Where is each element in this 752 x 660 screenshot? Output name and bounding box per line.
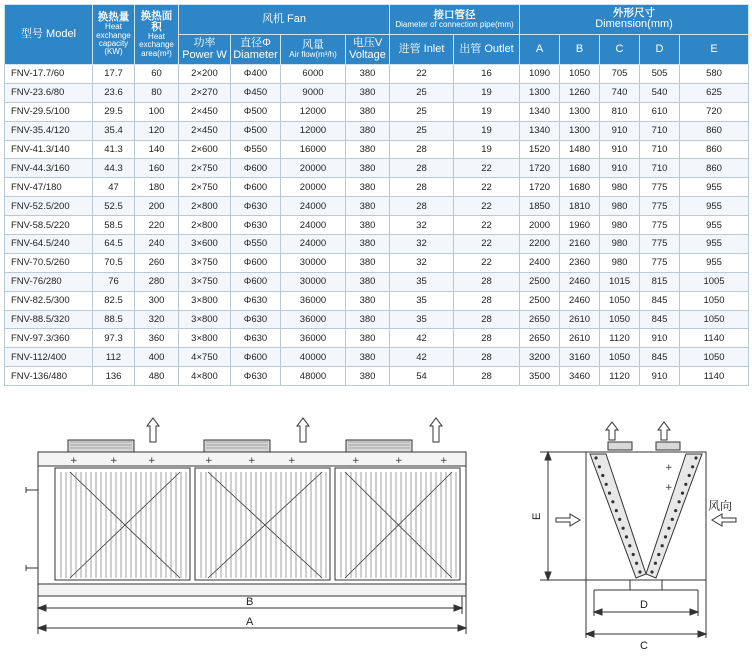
value-cell: 2200 bbox=[520, 235, 560, 254]
value-cell: 1680 bbox=[560, 178, 600, 197]
specification-table bbox=[4, 4, 749, 386]
value-cell: 2×800 bbox=[179, 197, 231, 216]
value-cell: 380 bbox=[346, 329, 390, 348]
table-row bbox=[5, 253, 749, 272]
value-cell: 54 bbox=[390, 367, 454, 386]
value-cell: 3500 bbox=[520, 367, 560, 386]
label-b: B bbox=[246, 596, 254, 608]
value-cell: Φ600 bbox=[231, 272, 281, 291]
value-cell: 380 bbox=[346, 178, 390, 197]
table-row bbox=[5, 310, 749, 329]
value-cell: 1810 bbox=[560, 197, 600, 216]
value-cell: 2460 bbox=[560, 272, 600, 291]
value-cell: 1300 bbox=[560, 121, 600, 140]
value-cell: 70.5 bbox=[93, 253, 135, 272]
svg-text:+: + bbox=[148, 456, 156, 466]
value-cell: 380 bbox=[346, 253, 390, 272]
value-cell: 20000 bbox=[281, 178, 346, 197]
svg-text:+: + bbox=[395, 456, 403, 466]
value-cell: 41.3 bbox=[93, 140, 135, 159]
svg-text:+: + bbox=[352, 456, 360, 466]
value-cell: 860 bbox=[680, 159, 749, 178]
value-cell: 6000 bbox=[281, 65, 346, 84]
table-row bbox=[5, 367, 749, 386]
value-cell: 160 bbox=[135, 159, 179, 178]
value-cell: Φ550 bbox=[231, 140, 281, 159]
value-cell: 52.5 bbox=[93, 197, 135, 216]
svg-text:+: + bbox=[665, 463, 673, 473]
value-cell: Φ600 bbox=[231, 348, 281, 367]
value-cell: 58.5 bbox=[93, 216, 135, 235]
value-cell: 380 bbox=[346, 348, 390, 367]
value-cell: 32 bbox=[390, 235, 454, 254]
value-cell: 3×750 bbox=[179, 272, 231, 291]
header-airflow: 风量 Air flow(m³/h) bbox=[281, 35, 346, 65]
value-cell: 19 bbox=[454, 83, 520, 102]
value-cell: 40000 bbox=[281, 348, 346, 367]
value-cell: 47 bbox=[93, 178, 135, 197]
value-cell: 3160 bbox=[560, 348, 600, 367]
value-cell: 910 bbox=[600, 159, 640, 178]
value-cell: 12000 bbox=[281, 102, 346, 121]
value-cell: 955 bbox=[680, 253, 749, 272]
value-cell: Φ450 bbox=[231, 83, 281, 102]
value-cell: 980 bbox=[600, 197, 640, 216]
table-row bbox=[5, 65, 749, 84]
value-cell: 17.7 bbox=[93, 65, 135, 84]
value-cell: 30000 bbox=[281, 253, 346, 272]
value-cell: 1050 bbox=[560, 65, 600, 84]
value-cell: 1050 bbox=[680, 348, 749, 367]
table-row bbox=[5, 121, 749, 140]
value-cell: 910 bbox=[600, 140, 640, 159]
value-cell: 9000 bbox=[281, 83, 346, 102]
value-cell: 3×800 bbox=[179, 329, 231, 348]
value-cell: 775 bbox=[640, 216, 680, 235]
header-dim-a: A bbox=[520, 35, 560, 65]
value-cell: 35.4 bbox=[93, 121, 135, 140]
value-cell: 380 bbox=[346, 121, 390, 140]
model-cell: FNV-58.5/220 bbox=[5, 216, 93, 235]
value-cell: 28 bbox=[390, 140, 454, 159]
value-cell: 30000 bbox=[281, 272, 346, 291]
value-cell: 44.3 bbox=[93, 159, 135, 178]
value-cell: 100 bbox=[135, 102, 179, 121]
value-cell: 980 bbox=[600, 216, 640, 235]
model-cell: FNV-136/480 bbox=[5, 367, 93, 386]
header-area: 换热面积 Heat exchange area(m²) bbox=[135, 5, 179, 65]
value-cell: 2500 bbox=[520, 291, 560, 310]
value-cell: 380 bbox=[346, 291, 390, 310]
value-cell: 400 bbox=[135, 348, 179, 367]
value-cell: 980 bbox=[600, 178, 640, 197]
label-d: D bbox=[640, 599, 648, 611]
value-cell: 19 bbox=[454, 102, 520, 121]
value-cell: 280 bbox=[135, 272, 179, 291]
value-cell: 720 bbox=[680, 102, 749, 121]
value-cell: 2610 bbox=[560, 310, 600, 329]
value-cell: 180 bbox=[135, 178, 179, 197]
table-body bbox=[5, 65, 749, 386]
value-cell: 845 bbox=[640, 348, 680, 367]
value-cell: 1340 bbox=[520, 121, 560, 140]
value-cell: Φ600 bbox=[231, 178, 281, 197]
svg-text:+: + bbox=[440, 456, 448, 466]
value-cell: 2000 bbox=[520, 216, 560, 235]
value-cell: 1850 bbox=[520, 197, 560, 216]
value-cell: 19 bbox=[454, 140, 520, 159]
value-cell: 775 bbox=[640, 253, 680, 272]
value-cell: 2×750 bbox=[179, 159, 231, 178]
header-outlet: 出管 Outlet bbox=[454, 35, 520, 65]
header-pipe: 接口管径 Diameter of connection pipe(mm) bbox=[390, 5, 520, 35]
table-row bbox=[5, 235, 749, 254]
model-cell: FNV-23.6/80 bbox=[5, 83, 93, 102]
header-dim-b: B bbox=[560, 35, 600, 65]
value-cell: 4×750 bbox=[179, 348, 231, 367]
value-cell: 76 bbox=[93, 272, 135, 291]
value-cell: 705 bbox=[600, 65, 640, 84]
value-cell: 2500 bbox=[520, 272, 560, 291]
technical-drawings bbox=[0, 402, 752, 660]
value-cell: 910 bbox=[600, 121, 640, 140]
value-cell: 1050 bbox=[600, 291, 640, 310]
value-cell: 28 bbox=[454, 367, 520, 386]
value-cell: 97.3 bbox=[93, 329, 135, 348]
value-cell: 320 bbox=[135, 310, 179, 329]
value-cell: Φ550 bbox=[231, 235, 281, 254]
value-cell: 80 bbox=[135, 83, 179, 102]
value-cell: 64.5 bbox=[93, 235, 135, 254]
value-cell: Φ500 bbox=[231, 102, 281, 121]
value-cell: 2×750 bbox=[179, 178, 231, 197]
value-cell: 955 bbox=[680, 235, 749, 254]
value-cell: 28 bbox=[454, 348, 520, 367]
value-cell: 380 bbox=[346, 272, 390, 291]
value-cell: 3×600 bbox=[179, 235, 231, 254]
value-cell: 980 bbox=[600, 253, 640, 272]
value-cell: Φ400 bbox=[231, 65, 281, 84]
model-cell: FNV-29.5/100 bbox=[5, 102, 93, 121]
value-cell: 16000 bbox=[281, 140, 346, 159]
model-cell: FNV-52.5/200 bbox=[5, 197, 93, 216]
value-cell: 380 bbox=[346, 310, 390, 329]
header-diameter: 直径Φ Diameter bbox=[231, 35, 281, 65]
value-cell: 910 bbox=[640, 367, 680, 386]
model-cell: FNV-44.3/160 bbox=[5, 159, 93, 178]
model-cell: FNV-70.5/260 bbox=[5, 253, 93, 272]
value-cell: 3200 bbox=[520, 348, 560, 367]
value-cell: 36000 bbox=[281, 291, 346, 310]
value-cell: 28 bbox=[454, 272, 520, 291]
value-cell: 24000 bbox=[281, 197, 346, 216]
value-cell: 2400 bbox=[520, 253, 560, 272]
model-cell: FNV-47/180 bbox=[5, 178, 93, 197]
header-power: 功率 Power W bbox=[179, 35, 231, 65]
value-cell: 2160 bbox=[560, 235, 600, 254]
value-cell: 35 bbox=[390, 272, 454, 291]
svg-text:+: + bbox=[110, 456, 118, 466]
value-cell: 2610 bbox=[560, 329, 600, 348]
value-cell: 955 bbox=[680, 178, 749, 197]
value-cell: 22 bbox=[390, 65, 454, 84]
value-cell: 1520 bbox=[520, 140, 560, 159]
header-dim-e: E bbox=[680, 35, 749, 65]
value-cell: Φ630 bbox=[231, 197, 281, 216]
value-cell: Φ630 bbox=[231, 310, 281, 329]
value-cell: 860 bbox=[680, 121, 749, 140]
value-cell: 2×450 bbox=[179, 121, 231, 140]
value-cell: 2650 bbox=[520, 329, 560, 348]
value-cell: 1050 bbox=[600, 348, 640, 367]
value-cell: 810 bbox=[600, 102, 640, 121]
label-c: C bbox=[640, 640, 648, 652]
table-row bbox=[5, 329, 749, 348]
value-cell: 35 bbox=[390, 310, 454, 329]
value-cell: 28 bbox=[390, 159, 454, 178]
value-cell: 2650 bbox=[520, 310, 560, 329]
value-cell: 955 bbox=[680, 197, 749, 216]
value-cell: Φ630 bbox=[231, 291, 281, 310]
header-voltage: 电压V Voltage bbox=[346, 35, 390, 65]
value-cell: 28 bbox=[390, 178, 454, 197]
value-cell: 775 bbox=[640, 197, 680, 216]
value-cell: 12000 bbox=[281, 121, 346, 140]
model-cell: FNV-88.5/320 bbox=[5, 310, 93, 329]
model-cell: FNV-76/280 bbox=[5, 272, 93, 291]
value-cell: 360 bbox=[135, 329, 179, 348]
value-cell: 380 bbox=[346, 235, 390, 254]
header-model: 型号 Model bbox=[5, 5, 93, 65]
value-cell: 1720 bbox=[520, 159, 560, 178]
value-cell: 28 bbox=[390, 197, 454, 216]
value-cell: 540 bbox=[640, 83, 680, 102]
value-cell: 1015 bbox=[600, 272, 640, 291]
value-cell: 22 bbox=[454, 235, 520, 254]
value-cell: 29.5 bbox=[93, 102, 135, 121]
value-cell: 200 bbox=[135, 197, 179, 216]
value-cell: 860 bbox=[680, 140, 749, 159]
table-row bbox=[5, 291, 749, 310]
model-cell: FNV-17.7/60 bbox=[5, 65, 93, 84]
svg-text:+: + bbox=[248, 456, 256, 466]
table-row bbox=[5, 178, 749, 197]
value-cell: 32 bbox=[390, 253, 454, 272]
value-cell: 1340 bbox=[520, 102, 560, 121]
value-cell: 380 bbox=[346, 197, 390, 216]
value-cell: 1960 bbox=[560, 216, 600, 235]
header-capacity: 换热量 Heat exchange capacity (KW) bbox=[93, 5, 135, 65]
value-cell: 22 bbox=[454, 159, 520, 178]
value-cell: Φ630 bbox=[231, 367, 281, 386]
value-cell: Φ500 bbox=[231, 121, 281, 140]
header-fan: 风机 Fan bbox=[179, 5, 390, 35]
value-cell: 220 bbox=[135, 216, 179, 235]
value-cell: 25 bbox=[390, 83, 454, 102]
value-cell: 120 bbox=[135, 121, 179, 140]
value-cell: 380 bbox=[346, 216, 390, 235]
value-cell: 1300 bbox=[520, 83, 560, 102]
value-cell: Φ600 bbox=[231, 253, 281, 272]
value-cell: 3×800 bbox=[179, 310, 231, 329]
value-cell: 2×450 bbox=[179, 102, 231, 121]
value-cell: 82.5 bbox=[93, 291, 135, 310]
value-cell: 775 bbox=[640, 178, 680, 197]
value-cell: 35 bbox=[390, 291, 454, 310]
value-cell: 19 bbox=[454, 121, 520, 140]
value-cell: 24000 bbox=[281, 235, 346, 254]
value-cell: 140 bbox=[135, 140, 179, 159]
value-cell: 36000 bbox=[281, 329, 346, 348]
model-cell: FNV-82.5/300 bbox=[5, 291, 93, 310]
table-row bbox=[5, 348, 749, 367]
value-cell: 380 bbox=[346, 159, 390, 178]
side-view-drawing bbox=[540, 422, 736, 638]
value-cell: 1720 bbox=[520, 178, 560, 197]
value-cell: 16 bbox=[454, 65, 520, 84]
value-cell: 22 bbox=[454, 216, 520, 235]
header-dim-c: C bbox=[600, 35, 640, 65]
value-cell: 2×800 bbox=[179, 216, 231, 235]
value-cell: 36000 bbox=[281, 310, 346, 329]
value-cell: 845 bbox=[640, 291, 680, 310]
svg-text:+: + bbox=[70, 456, 78, 466]
header-dimension: 外形尺寸 Dimension(mm) bbox=[520, 5, 749, 35]
value-cell: 1140 bbox=[680, 329, 749, 348]
value-cell: 505 bbox=[640, 65, 680, 84]
value-cell: 380 bbox=[346, 140, 390, 159]
value-cell: 48000 bbox=[281, 367, 346, 386]
value-cell: 1005 bbox=[680, 272, 749, 291]
value-cell: 910 bbox=[640, 329, 680, 348]
value-cell: 1090 bbox=[520, 65, 560, 84]
table-row bbox=[5, 83, 749, 102]
value-cell: 3×800 bbox=[179, 291, 231, 310]
table-row bbox=[5, 102, 749, 121]
value-cell: 1120 bbox=[600, 367, 640, 386]
value-cell: 22 bbox=[454, 178, 520, 197]
value-cell: 23.6 bbox=[93, 83, 135, 102]
value-cell: 20000 bbox=[281, 159, 346, 178]
value-cell: 136 bbox=[93, 367, 135, 386]
value-cell: 88.5 bbox=[93, 310, 135, 329]
value-cell: 25 bbox=[390, 102, 454, 121]
table-row bbox=[5, 140, 749, 159]
value-cell: 580 bbox=[680, 65, 749, 84]
value-cell: 42 bbox=[390, 329, 454, 348]
header-dim-d: D bbox=[640, 35, 680, 65]
value-cell: 1260 bbox=[560, 83, 600, 102]
value-cell: 1300 bbox=[560, 102, 600, 121]
model-cell: FNV-35.4/120 bbox=[5, 121, 93, 140]
value-cell: 380 bbox=[346, 65, 390, 84]
value-cell: 1050 bbox=[680, 310, 749, 329]
value-cell: 2460 bbox=[560, 291, 600, 310]
value-cell: Φ600 bbox=[231, 159, 281, 178]
value-cell: 60 bbox=[135, 65, 179, 84]
header-inlet: 进管 Inlet bbox=[390, 35, 454, 65]
model-cell: FNV-97.3/360 bbox=[5, 329, 93, 348]
table-row bbox=[5, 216, 749, 235]
value-cell: 32 bbox=[390, 216, 454, 235]
model-cell: FNV-112/400 bbox=[5, 348, 93, 367]
value-cell: 25 bbox=[390, 121, 454, 140]
value-cell: 1120 bbox=[600, 329, 640, 348]
svg-text:+: + bbox=[288, 456, 296, 466]
value-cell: 380 bbox=[346, 102, 390, 121]
label-a: A bbox=[246, 616, 254, 628]
value-cell: 300 bbox=[135, 291, 179, 310]
value-cell: 22 bbox=[454, 197, 520, 216]
value-cell: 625 bbox=[680, 83, 749, 102]
value-cell: 1480 bbox=[560, 140, 600, 159]
value-cell: 28 bbox=[454, 310, 520, 329]
value-cell: 22 bbox=[454, 253, 520, 272]
value-cell: 710 bbox=[640, 140, 680, 159]
wind-direction-label: 风向 bbox=[708, 499, 733, 513]
table-row bbox=[5, 197, 749, 216]
svg-text:+: + bbox=[205, 456, 213, 466]
value-cell: 480 bbox=[135, 367, 179, 386]
value-cell: 815 bbox=[640, 272, 680, 291]
value-cell: Φ630 bbox=[231, 216, 281, 235]
value-cell: 380 bbox=[346, 83, 390, 102]
value-cell: 28 bbox=[454, 329, 520, 348]
value-cell: 240 bbox=[135, 235, 179, 254]
value-cell: 710 bbox=[640, 159, 680, 178]
value-cell: 710 bbox=[640, 121, 680, 140]
value-cell: 3×750 bbox=[179, 253, 231, 272]
value-cell: 775 bbox=[640, 235, 680, 254]
value-cell: 42 bbox=[390, 348, 454, 367]
value-cell: 2×270 bbox=[179, 83, 231, 102]
table-row bbox=[5, 272, 749, 291]
svg-text:+: + bbox=[665, 483, 673, 493]
value-cell: 3460 bbox=[560, 367, 600, 386]
model-cell: FNV-64.5/240 bbox=[5, 235, 93, 254]
value-cell: 28 bbox=[454, 291, 520, 310]
table-row bbox=[5, 159, 749, 178]
value-cell: 980 bbox=[600, 235, 640, 254]
value-cell: 4×800 bbox=[179, 367, 231, 386]
value-cell: 260 bbox=[135, 253, 179, 272]
value-cell: Φ630 bbox=[231, 329, 281, 348]
value-cell: 112 bbox=[93, 348, 135, 367]
value-cell: 955 bbox=[680, 216, 749, 235]
value-cell: 2360 bbox=[560, 253, 600, 272]
value-cell: 845 bbox=[640, 310, 680, 329]
value-cell: 1050 bbox=[600, 310, 640, 329]
model-cell: FNV-41.3/140 bbox=[5, 140, 93, 159]
value-cell: 2×600 bbox=[179, 140, 231, 159]
value-cell: 1050 bbox=[680, 291, 749, 310]
value-cell: 24000 bbox=[281, 216, 346, 235]
value-cell: 380 bbox=[346, 367, 390, 386]
value-cell: 2×200 bbox=[179, 65, 231, 84]
value-cell: 610 bbox=[640, 102, 680, 121]
label-e: E bbox=[531, 512, 543, 520]
value-cell: 1680 bbox=[560, 159, 600, 178]
value-cell: 1140 bbox=[680, 367, 749, 386]
value-cell: 740 bbox=[600, 83, 640, 102]
